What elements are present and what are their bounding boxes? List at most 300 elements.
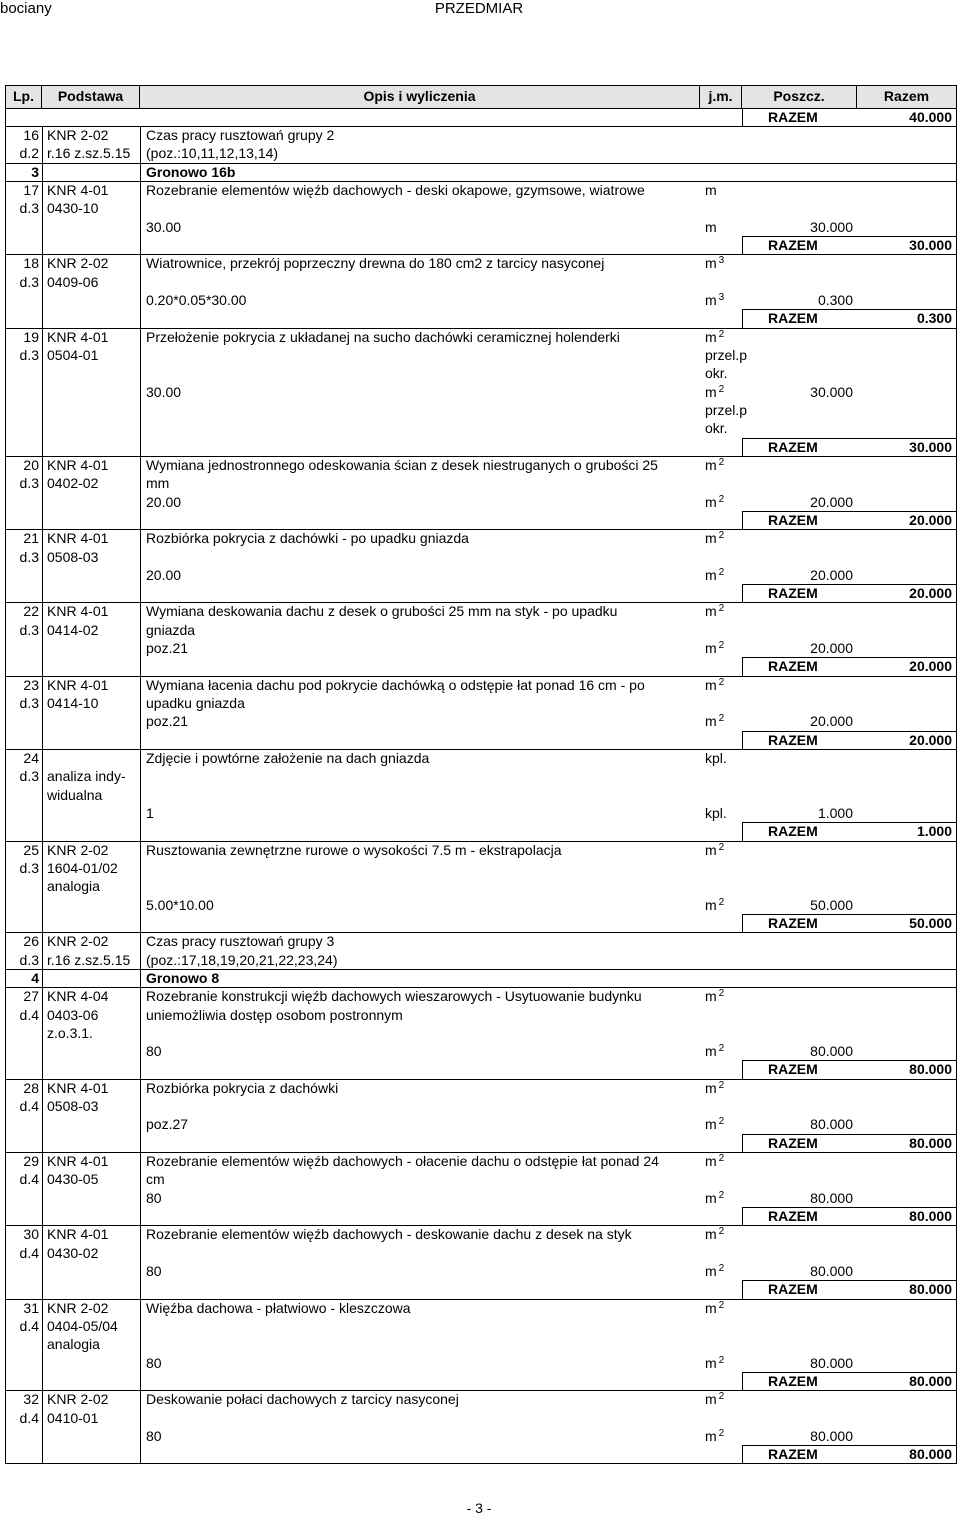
calculation-unit-continuation: okr. xyxy=(705,420,728,437)
podstawa-line: r.16 z.sz.5.15 xyxy=(47,951,131,968)
unit-continuation: przel.p xyxy=(705,346,748,363)
calculation-unit xyxy=(705,896,724,914)
description-line: Deskowanie połaci dachowych z tarcicy nasyconej xyxy=(146,1391,459,1408)
unit xyxy=(705,676,724,694)
position-chapter: d.4 xyxy=(19,1409,39,1426)
position-chapter: d.2 xyxy=(19,145,39,162)
podstawa-line: KNR 4-01 xyxy=(47,530,109,547)
page-number: - 3 - xyxy=(466,1500,492,1516)
razem-label: RAZEM xyxy=(768,914,818,931)
calculation-unit xyxy=(705,383,724,401)
lp-column-divider xyxy=(42,602,43,675)
description-line: cm xyxy=(146,1171,165,1188)
position-chapter: d.3 xyxy=(19,621,39,638)
lp-column-divider xyxy=(42,1299,43,1391)
razem-value: 20.000 xyxy=(909,731,952,748)
podstawa-line: KNR 2-02 xyxy=(47,255,109,272)
position-chapter: d.3 xyxy=(19,273,39,290)
calculation-value: 0.300 xyxy=(817,292,853,309)
lp-column-divider xyxy=(42,987,43,1079)
razem-value: 1.000 xyxy=(916,823,952,840)
razem-label: RAZEM xyxy=(768,237,818,254)
podstawa-line: 0402-02 xyxy=(47,475,99,492)
description-line: Rusztowania zewnętrzne rurowe o wysokości 7.5 m - ekstrapolacja xyxy=(146,841,562,858)
podstawa-column-divider xyxy=(140,1390,141,1463)
lp-column-divider xyxy=(42,1152,43,1225)
razem-label: RAZEM xyxy=(768,731,818,748)
podstawa-line: analiza indy- xyxy=(47,768,126,785)
razem-label: RAZEM xyxy=(768,108,818,125)
description-line: gniazda xyxy=(146,621,196,638)
razem-value: 80.000 xyxy=(909,1281,952,1298)
razem-value: 20.000 xyxy=(909,511,952,528)
lp-column-divider xyxy=(42,932,43,969)
unit xyxy=(705,1225,724,1243)
calculation-unit-symbol: kpl. xyxy=(705,804,727,821)
calculation-value: 80.000 xyxy=(810,1262,853,1279)
calculation-unit-symbol: m xyxy=(705,1189,717,1206)
unit xyxy=(705,181,717,199)
razem-value: 20.000 xyxy=(909,658,952,675)
calculation-unit xyxy=(705,804,727,822)
unit-exponent: 2 xyxy=(718,1226,725,1238)
position-row xyxy=(5,1299,957,1391)
calculation-expression: 0.20*0.05*30.00 xyxy=(146,292,247,309)
column-header-razem: Razem xyxy=(883,88,930,104)
calculation-unit xyxy=(705,1354,724,1372)
unit-exponent: 2 xyxy=(718,328,725,340)
calculation-value: 20.000 xyxy=(810,713,853,730)
position-chapter: d.3 xyxy=(19,548,39,565)
unit-symbol: m xyxy=(705,456,717,473)
razem-value: 80.000 xyxy=(909,1134,952,1151)
calculation-expression: 20.00 xyxy=(146,493,182,510)
podstawa-line: 0410-01 xyxy=(47,1409,99,1426)
lp-column-divider xyxy=(42,1390,43,1463)
calculation-unit-exponent: 2 xyxy=(718,566,725,578)
calculation-unit xyxy=(705,291,724,309)
position-row xyxy=(5,456,957,529)
description-line: Czas pracy rusztowań grupy 2 xyxy=(146,127,335,144)
calculation-unit xyxy=(705,493,724,511)
position-number: 21 xyxy=(23,530,39,547)
unit-symbol: m xyxy=(705,530,717,547)
calculation-unit-symbol: m xyxy=(705,1427,717,1444)
podstawa-line: KNR 4-01 xyxy=(47,328,109,345)
calculation-unit-symbol: m xyxy=(705,218,717,235)
unit xyxy=(705,328,724,346)
podstawa-line: KNR 4-01 xyxy=(47,456,109,473)
calculation-unit-exponent: 2 xyxy=(718,383,725,395)
razem-value: 20.000 xyxy=(909,585,952,602)
unit-exponent: 2 xyxy=(718,1079,725,1091)
unit-continuation: okr. xyxy=(705,365,728,382)
calculation-value: 80.000 xyxy=(810,1043,853,1060)
position-number: 31 xyxy=(23,1299,39,1316)
calculation-expression: 80 xyxy=(146,1043,162,1060)
description-line: (poz.:10,11,12,13,14) xyxy=(146,145,279,162)
calculation-unit-exponent: 3 xyxy=(718,292,725,304)
calculation-expression: 80 xyxy=(146,1189,162,1206)
podstawa-line: 0414-10 xyxy=(47,695,99,712)
position-row xyxy=(5,181,957,254)
calculation-unit-exponent: 2 xyxy=(718,1427,725,1439)
lp-column-divider xyxy=(42,1079,43,1152)
description-line: Więźba dachowa - płatwiowo - kleszczowa xyxy=(146,1299,411,1316)
razem-label: RAZEM xyxy=(768,1061,818,1078)
calculation-expression: 5.00*10.00 xyxy=(146,896,214,913)
unit xyxy=(705,254,724,272)
calculation-unit-symbol: m xyxy=(705,640,717,657)
position-number: 24 xyxy=(23,750,39,767)
calculation-unit-exponent: 2 xyxy=(718,1116,725,1128)
position-number: 19 xyxy=(23,328,39,345)
unit-symbol: m xyxy=(705,676,717,693)
lp-column-divider xyxy=(42,456,43,529)
podstawa-line: KNR 4-01 xyxy=(47,1226,109,1243)
section-row xyxy=(5,163,957,181)
calculation-unit-exponent: 2 xyxy=(718,896,725,908)
calculation-unit-exponent: 2 xyxy=(718,640,725,652)
unit-symbol: kpl. xyxy=(705,750,727,767)
page-header-title: PRZEDMIAR xyxy=(434,0,524,17)
lp-column-divider xyxy=(42,749,43,841)
calculation-expression: 20.00 xyxy=(146,566,182,583)
position-row xyxy=(5,602,957,675)
unit-exponent: 2 xyxy=(718,988,725,1000)
podstawa-line: analogia xyxy=(47,878,100,895)
unit xyxy=(705,841,724,859)
podstawa-column-divider xyxy=(140,163,141,181)
calculation-unit-exponent: 2 xyxy=(718,1043,725,1055)
podstawa-line: 0414-02 xyxy=(47,621,99,638)
razem-label: RAZEM xyxy=(768,1208,818,1225)
podstawa-column-divider xyxy=(140,1079,141,1152)
unit-symbol: m xyxy=(705,182,717,199)
podstawa-column-divider xyxy=(140,841,141,933)
position-row xyxy=(5,749,957,841)
unit xyxy=(705,987,724,1005)
unit-exponent: 2 xyxy=(718,1153,725,1165)
calculation-value: 20.000 xyxy=(810,493,853,510)
podstawa-column-divider xyxy=(140,456,141,529)
calculation-unit xyxy=(705,566,724,584)
calculation-unit xyxy=(705,712,724,730)
position-chapter: d.3 xyxy=(19,346,39,363)
podstawa-line: widualna xyxy=(47,786,103,803)
calculation-value: 20.000 xyxy=(810,566,853,583)
position-row xyxy=(5,1225,957,1298)
unit-symbol: m xyxy=(705,255,717,272)
calculation-expression: 30.00 xyxy=(146,218,182,235)
razem-label: RAZEM xyxy=(768,658,818,675)
calculation-expression: 1 xyxy=(146,804,154,821)
calculation-expression: 80 xyxy=(146,1354,162,1371)
position-row xyxy=(5,1390,957,1463)
position-chapter: d.3 xyxy=(19,695,39,712)
podstawa-column-divider xyxy=(140,126,141,163)
podstawa-line: KNR 2-02 xyxy=(47,1299,109,1316)
section-title: Gronowo 16b xyxy=(146,163,236,180)
podstawa-line: r.16 z.sz.5.15 xyxy=(47,145,131,162)
lp-column-divider xyxy=(42,126,43,163)
calculation-value: 20.000 xyxy=(810,640,853,657)
position-chapter: d.4 xyxy=(19,1317,39,1334)
position-number: 27 xyxy=(23,988,39,1005)
unit-symbol: m xyxy=(705,603,717,620)
description-line: Rozebranie elementów więźb dachowych - deski okapowe, gzymsowe, wiatrowe xyxy=(146,182,645,199)
position-chapter: d.4 xyxy=(19,1244,39,1261)
razem-value: 50.000 xyxy=(909,914,952,931)
podstawa-column-divider xyxy=(140,1299,141,1391)
calculation-unit xyxy=(705,1427,724,1445)
calculation-unit-symbol: m xyxy=(705,1262,717,1279)
razem-value: 80.000 xyxy=(909,1208,952,1225)
unit-exponent: 2 xyxy=(718,841,725,853)
lp-column-divider xyxy=(42,676,43,749)
calculation-expression: poz.21 xyxy=(146,640,189,657)
razem-value: 80.000 xyxy=(909,1061,952,1078)
calculation-unit-exponent: 2 xyxy=(718,713,725,725)
podstawa-line: 0508-03 xyxy=(47,548,99,565)
podstawa-column-divider xyxy=(140,181,141,254)
position-row xyxy=(5,254,957,327)
unit xyxy=(705,1152,724,1170)
lp-column-divider xyxy=(42,1225,43,1298)
description-line: Wymiana łacenia dachu pod pokrycie dachówką o odstępie łat ponad 16 cm - po xyxy=(146,676,645,693)
position-number: 20 xyxy=(23,456,39,473)
position-number: 17 xyxy=(23,182,39,199)
podstawa-column-divider xyxy=(140,987,141,1079)
razem-value: 40.000 xyxy=(909,108,952,125)
position-number: 25 xyxy=(23,841,39,858)
podstawa-column-divider xyxy=(140,749,141,841)
calculation-unit-exponent: 2 xyxy=(718,493,725,505)
podstawa-line: 0430-02 xyxy=(47,1244,99,1261)
section-row xyxy=(5,969,957,987)
unit xyxy=(705,1299,724,1317)
calculation-unit-symbol: m xyxy=(705,566,717,583)
razem-value: 30.000 xyxy=(909,438,952,455)
calculation-unit-symbol: m xyxy=(705,292,717,309)
column-header-lp: Lp. xyxy=(6,86,42,108)
calculation-value: 50.000 xyxy=(810,896,853,913)
position-row xyxy=(5,987,957,1079)
calculation-expression: poz.21 xyxy=(146,713,189,730)
podstawa-column-divider xyxy=(140,969,141,987)
lp-column-divider xyxy=(42,254,43,327)
position-chapter: d.4 xyxy=(19,1171,39,1188)
calculation-unit-symbol: m xyxy=(705,1116,717,1133)
calculation-unit-exponent: 2 xyxy=(718,1189,725,1201)
calculation-unit-symbol: m xyxy=(705,493,717,510)
unit-symbol: m xyxy=(705,1299,717,1316)
calculation-value: 30.000 xyxy=(810,383,853,400)
description-line: Zdjęcie i powtórne założenie na dach gniazda xyxy=(146,750,430,767)
unit xyxy=(705,602,724,620)
lp-column-divider xyxy=(42,163,43,181)
unit-exponent: 2 xyxy=(718,603,725,615)
podstawa-line: KNR 4-01 xyxy=(47,1079,109,1096)
position-row xyxy=(5,328,957,456)
razem-label: RAZEM xyxy=(768,1281,818,1298)
lp-column-divider xyxy=(42,841,43,933)
razem-label: RAZEM xyxy=(768,310,818,327)
unit xyxy=(705,529,724,547)
position-number: 22 xyxy=(23,603,39,620)
position-row xyxy=(5,841,957,933)
lp-column-divider xyxy=(42,529,43,602)
calculation-value: 30.000 xyxy=(810,218,853,235)
podstawa-column-divider xyxy=(140,328,141,456)
unit-symbol: m xyxy=(705,1153,717,1170)
position-number: 32 xyxy=(23,1391,39,1408)
unit-symbol: m xyxy=(705,1226,717,1243)
podstawa-line: 0409-06 xyxy=(47,273,99,290)
podstawa-line: 0404-05/04 xyxy=(47,1317,118,1334)
calculation-unit-continuation: przel.p xyxy=(705,401,748,418)
description-line: Przełożenie pokrycia z układanej na sucho dachówki ceramicznej holenderki xyxy=(146,328,620,345)
position-number: 18 xyxy=(23,255,39,272)
unit-exponent: 3 xyxy=(718,255,725,267)
calculation-unit xyxy=(705,639,724,657)
description-line: Rozebranie elementów więźb dachowych - deskowanie dachu z desek na styk xyxy=(146,1226,632,1243)
podstawa-line: analogia xyxy=(47,1336,100,1353)
calculation-value: 1.000 xyxy=(817,804,853,821)
calculation-unit xyxy=(705,1262,724,1280)
podstawa-line: 0430-10 xyxy=(47,200,99,217)
column-header-poszcz: Poszcz. xyxy=(742,86,857,108)
position-row xyxy=(5,529,957,602)
description-line: Wymiana jednostronnego odeskowania ścian z desek niestruganych o grubości 25 xyxy=(146,456,658,473)
lp-column-divider xyxy=(42,328,43,456)
unit-exponent: 2 xyxy=(718,530,725,542)
description-line: Rozebranie elementów więźb dachowych - ołacenie dachu o odstępie łat ponad 24 xyxy=(146,1153,659,1170)
razem-label: RAZEM xyxy=(768,1134,818,1151)
unit xyxy=(705,1079,724,1097)
description-line: Wymiana deskowania dachu z desek o grubości 25 mm na styk - po upadku xyxy=(146,603,618,620)
podstawa-line: KNR 2-02 xyxy=(47,127,109,144)
razem-label: RAZEM xyxy=(768,511,818,528)
calculation-unit-symbol: m xyxy=(705,1354,717,1371)
razem-value: 80.000 xyxy=(909,1446,952,1463)
calculation-unit-exponent: 2 xyxy=(718,1262,725,1274)
position-chapter: d.3 xyxy=(19,859,39,876)
position-number: 28 xyxy=(23,1079,39,1096)
calculation-value: 80.000 xyxy=(810,1189,853,1206)
razem-label: RAZEM xyxy=(768,823,818,840)
podstawa-line: 1604-01/02 xyxy=(47,859,118,876)
position-row xyxy=(5,126,957,163)
unit-symbol: m xyxy=(705,328,717,345)
position-chapter: d.4 xyxy=(19,1098,39,1115)
position-chapter: d.4 xyxy=(19,1006,39,1023)
podstawa-line: KNR 4-01 xyxy=(47,1153,109,1170)
podstawa-line: KNR 4-01 xyxy=(47,676,109,693)
position-chapter: d.3 xyxy=(19,200,39,217)
calculation-unit xyxy=(705,1115,724,1133)
calculation-unit-exponent: 2 xyxy=(718,1354,725,1366)
unit-exponent: 2 xyxy=(718,1299,725,1311)
position-chapter: d.3 xyxy=(19,475,39,492)
position-number: 16 xyxy=(23,127,39,144)
razem-label: RAZEM xyxy=(768,1446,818,1463)
unit-symbol: m xyxy=(705,1079,717,1096)
position-row xyxy=(5,1079,957,1152)
column-header-jm: j.m. xyxy=(700,86,742,108)
razem-value: 30.000 xyxy=(909,237,952,254)
unit-exponent: 2 xyxy=(718,456,725,468)
calculation-expression: 80 xyxy=(146,1262,162,1279)
section-number: 3 xyxy=(31,163,39,180)
position-number: 30 xyxy=(23,1226,39,1243)
description-line: mm xyxy=(146,475,170,492)
calculation-unit xyxy=(705,1042,724,1060)
podstawa-line: KNR 2-02 xyxy=(47,933,109,950)
position-row xyxy=(5,1152,957,1225)
calculation-unit-symbol: m xyxy=(705,896,717,913)
podstawa-column-divider xyxy=(140,254,141,327)
unit-symbol: m xyxy=(705,988,717,1005)
lp-column-divider xyxy=(42,969,43,987)
unit-symbol: m xyxy=(705,1391,717,1408)
section-title: Gronowo 8 xyxy=(146,969,220,986)
position-number: 23 xyxy=(23,676,39,693)
carry-over-row xyxy=(5,108,957,126)
unit xyxy=(705,456,724,474)
podstawa-column-divider xyxy=(140,932,141,969)
podstawa-line: KNR 4-01 xyxy=(47,603,109,620)
calculation-expression: 80 xyxy=(146,1427,162,1444)
calculation-expression: 30.00 xyxy=(146,383,182,400)
unit-exponent: 2 xyxy=(718,676,725,688)
description-line: Rozebranie konstrukcji więźb dachowych wieszarowych - Usytuowanie budynku xyxy=(146,988,642,1005)
podstawa-line: 0508-03 xyxy=(47,1098,99,1115)
podstawa-line: 0504-01 xyxy=(47,346,99,363)
podstawa-column-divider xyxy=(140,676,141,749)
position-chapter: d.3 xyxy=(19,951,39,968)
description-line: upadku gniazda xyxy=(146,695,245,712)
column-header-opis: Opis i wyliczenia xyxy=(140,86,700,108)
podstawa-line: 0403-06 xyxy=(47,1006,99,1023)
description-line: Rozbiórka pokrycia z dachówki - po upadku gniazda xyxy=(146,530,469,547)
razem-value: 80.000 xyxy=(909,1372,952,1389)
razem-label: RAZEM xyxy=(768,585,818,602)
calculation-unit xyxy=(705,1189,724,1207)
description-line: uniemożliwia dostęp osobom postronnym xyxy=(146,1006,403,1023)
description-line: Czas pracy rusztowań grupy 3 xyxy=(146,933,335,950)
position-chapter: d.3 xyxy=(19,768,39,785)
razem-label: RAZEM xyxy=(768,1372,818,1389)
position-row xyxy=(5,932,957,969)
calculation-unit xyxy=(705,218,717,236)
position-row xyxy=(5,676,957,749)
podstawa-line: KNR 2-02 xyxy=(47,1391,109,1408)
position-number: 26 xyxy=(23,933,39,950)
podstawa-line: KNR 2-02 xyxy=(47,841,109,858)
podstawa-column-divider xyxy=(140,1225,141,1298)
description-line: Rozbiórka pokrycia z dachówki xyxy=(146,1079,339,1096)
razem-label: RAZEM xyxy=(768,438,818,455)
calculation-unit-symbol: m xyxy=(705,713,717,730)
unit xyxy=(705,1390,724,1408)
calculation-value: 80.000 xyxy=(810,1116,853,1133)
calculation-value: 80.000 xyxy=(810,1427,853,1444)
calculation-expression: poz.27 xyxy=(146,1116,189,1133)
column-header-podstawa: Podstawa xyxy=(42,86,140,108)
calculation-unit-symbol: m xyxy=(705,383,717,400)
description-line: (poz.:17,18,19,20,21,22,23,24) xyxy=(146,951,338,968)
